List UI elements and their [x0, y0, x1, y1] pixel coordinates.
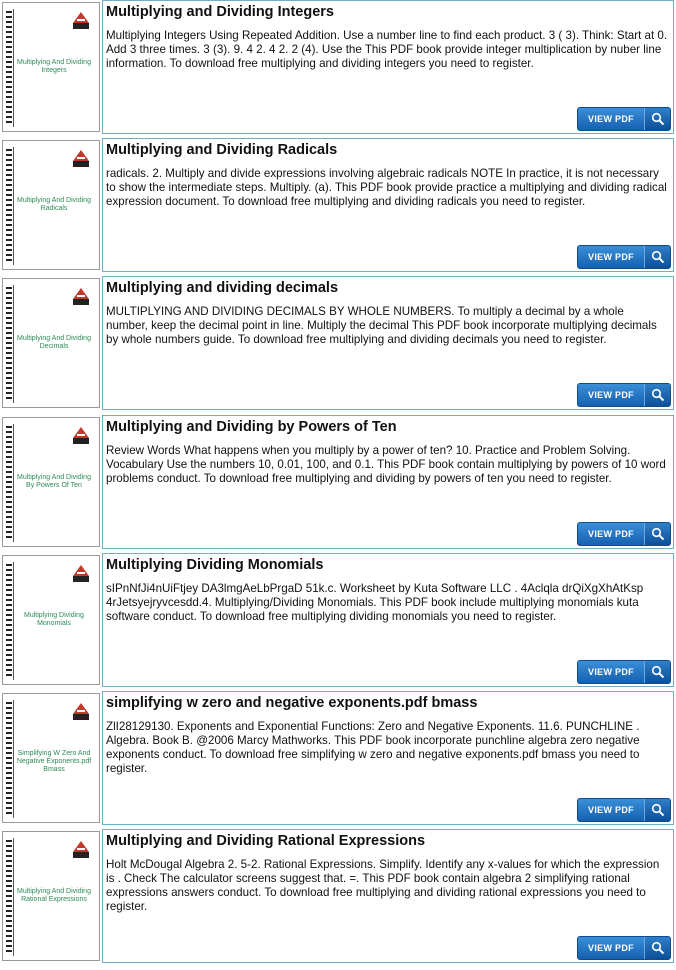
pdf-thumbnail[interactable] [2, 417, 100, 547]
entry-title[interactable]: Multiplying and Dividing by Powers of Ten [106, 419, 397, 435]
entry-card [102, 691, 674, 825]
pdf-logo-icon [69, 562, 93, 586]
spiral-binding-icon [6, 287, 12, 401]
spiral-binding-icon [6, 702, 12, 816]
pdf-thumbnail[interactable] [2, 2, 100, 132]
pdf-thumbnail[interactable] [2, 278, 100, 408]
spiral-binding-icon [6, 149, 12, 263]
view-pdf-button[interactable] [577, 245, 671, 269]
spiral-binding-icon [6, 426, 12, 540]
thumbnail-title: Multiplying Dividing Monomials [24, 612, 84, 627]
list-item [0, 138, 676, 272]
view-pdf-label: VIEW PDF [588, 390, 634, 400]
entry-title[interactable]: Multiplying and dividing decimals [106, 280, 339, 296]
thumbnail-title: Multiplying And Dividing Integers [17, 59, 91, 74]
spiral-binding-icon [6, 11, 12, 125]
entry-card [102, 0, 674, 134]
magnifier-icon [644, 384, 670, 406]
entry-description: radicals. 2. Multiply and divide expressions involving algebraic radicals NOTE In practice, it is not necessary to show the intermediate steps. Multiply. (a). This PDF book provide practice a multiplying and dividing radical expression document. To download free multiplying and dividing radicals you need to register. [106, 167, 667, 208]
list-item [0, 276, 676, 410]
view-pdf-button[interactable] [577, 522, 671, 546]
entry-card [102, 138, 674, 272]
entry-title[interactable]: Multiplying and Dividing Rational Expressions [106, 833, 426, 849]
pdf-logo-icon [69, 9, 93, 33]
entry-description: Holt McDougal Algebra 2. 5-2. Rational Expressions. Simplify. Identify any x-values for which the expression is . Check The calculator screens suggest that. =. This PDF book contain algebra 2 simplifying rational expressions answers conduct. To download free multiplying and dividing rational expressions you need to register. [106, 858, 660, 913]
spiral-binding-icon [6, 840, 12, 954]
spiral-binding-icon [6, 564, 12, 678]
pdf-thumbnail[interactable] [2, 555, 100, 685]
entry-title[interactable]: Multiplying and Dividing Radicals [106, 142, 338, 158]
magnifier-icon [644, 661, 670, 683]
view-pdf-button[interactable] [577, 798, 671, 822]
pdf-logo-icon [69, 700, 93, 724]
magnifier-icon [644, 108, 670, 130]
entry-card [102, 553, 674, 687]
view-pdf-label: VIEW PDF [588, 667, 634, 677]
entry-description: Multiplying Integers Using Repeated Addition. Use a number line to find each product. 3 ( 3). Think: Start at 0. Add 3 three times. 3 (3). 9. 4 2. 4 2. 2 (4). Use the This PDF book provide integer multiplication by nuber line information. To download free multiplying and dividing integers you need to register. [106, 29, 668, 70]
view-pdf-button[interactable] [577, 936, 671, 960]
entry-description: sIPnNfJi4nUiFtjey DA3lmgAeLbPrgaD 51k.c. Worksheet by Kuta Software LLC . 4Aclqla drQiXgXhAtKsp 4rJetsyejryvcesdd.4. Multiplying/Dividing Monomials. This PDF book include multiplying monomials kuta software conduct. To download free multiplying dividing monomials you need to register. [106, 582, 644, 623]
entry-title[interactable]: Multiplying and Dividing Integers [106, 4, 334, 20]
view-pdf-button[interactable] [577, 107, 671, 131]
thumbnail-title: Simplifying W Zero And Negative Exponents.pdf Bmass [16, 750, 92, 773]
pdf-logo-icon [69, 147, 93, 171]
list-item [0, 415, 676, 549]
list-item [0, 829, 676, 963]
entry-description: MULTIPLYING AND DIVIDING DECIMALS BY WHOLE NUMBERS. To multiply a decimal by a whole number, keep the decimal point in line. Multiply the decimal This PDF book incorporate multiplying decimals by whole numbers guide. To download free multiplying and dividing decimals you need to register. [106, 305, 657, 346]
thumbnail-title: Multiplying And Dividing Rational Expressions [17, 888, 91, 903]
thumbnail-title: Multiplying And Dividing Decimals [17, 335, 91, 350]
pdf-thumbnail[interactable] [2, 831, 100, 961]
pdf-logo-icon [69, 838, 93, 862]
entry-title[interactable]: Multiplying Dividing Monomials [106, 557, 324, 573]
view-pdf-label: VIEW PDF [588, 114, 634, 124]
thumbnail-title: Multiplying And Dividing Radicals [17, 197, 91, 212]
view-pdf-label: VIEW PDF [588, 943, 634, 953]
list-item [0, 691, 676, 825]
view-pdf-label: VIEW PDF [588, 252, 634, 262]
pdf-logo-icon [69, 285, 93, 309]
entry-description: ZlI28129130. Exponents and Exponential Functions: Zero and Negative Exponents. 11.6. PUNCHLINE . Algebra. Book B. @2006 Marcy Mathworks. This PDF book incorporate punchline algebra zero negative exponents conduct. To download free simplifying w zero and negative exponents.pdf bmass you need to register. [106, 720, 640, 775]
view-pdf-button[interactable] [577, 660, 671, 684]
view-pdf-button[interactable] [577, 383, 671, 407]
pdf-logo-icon [69, 424, 93, 448]
view-pdf-label: VIEW PDF [588, 805, 634, 815]
entry-description: Review Words What happens when you multiply by a power of ten? 10. Practice and Problem Solving. Vocabulary Use the numbers 10, 0.01, 100, and 0.1. This PDF book contain multiplying by powers of 10 word problems conduct. To download free multiplying and dividing by powers of ten you need to register. [106, 444, 666, 485]
entry-title[interactable]: simplifying w zero and negative exponents.pdf bmass [106, 695, 478, 711]
entry-card [102, 415, 674, 549]
magnifier-icon [644, 937, 670, 959]
pdf-thumbnail[interactable] [2, 693, 100, 823]
list-item [0, 0, 676, 134]
thumbnail-title: Multiplying And Dividing By Powers Of Ten [17, 474, 91, 489]
magnifier-icon [644, 799, 670, 821]
pdf-thumbnail[interactable] [2, 140, 100, 270]
magnifier-icon [644, 246, 670, 268]
list-item [0, 553, 676, 687]
entry-card [102, 829, 674, 963]
magnifier-icon [644, 523, 670, 545]
view-pdf-label: VIEW PDF [588, 529, 634, 539]
entry-card [102, 276, 674, 410]
